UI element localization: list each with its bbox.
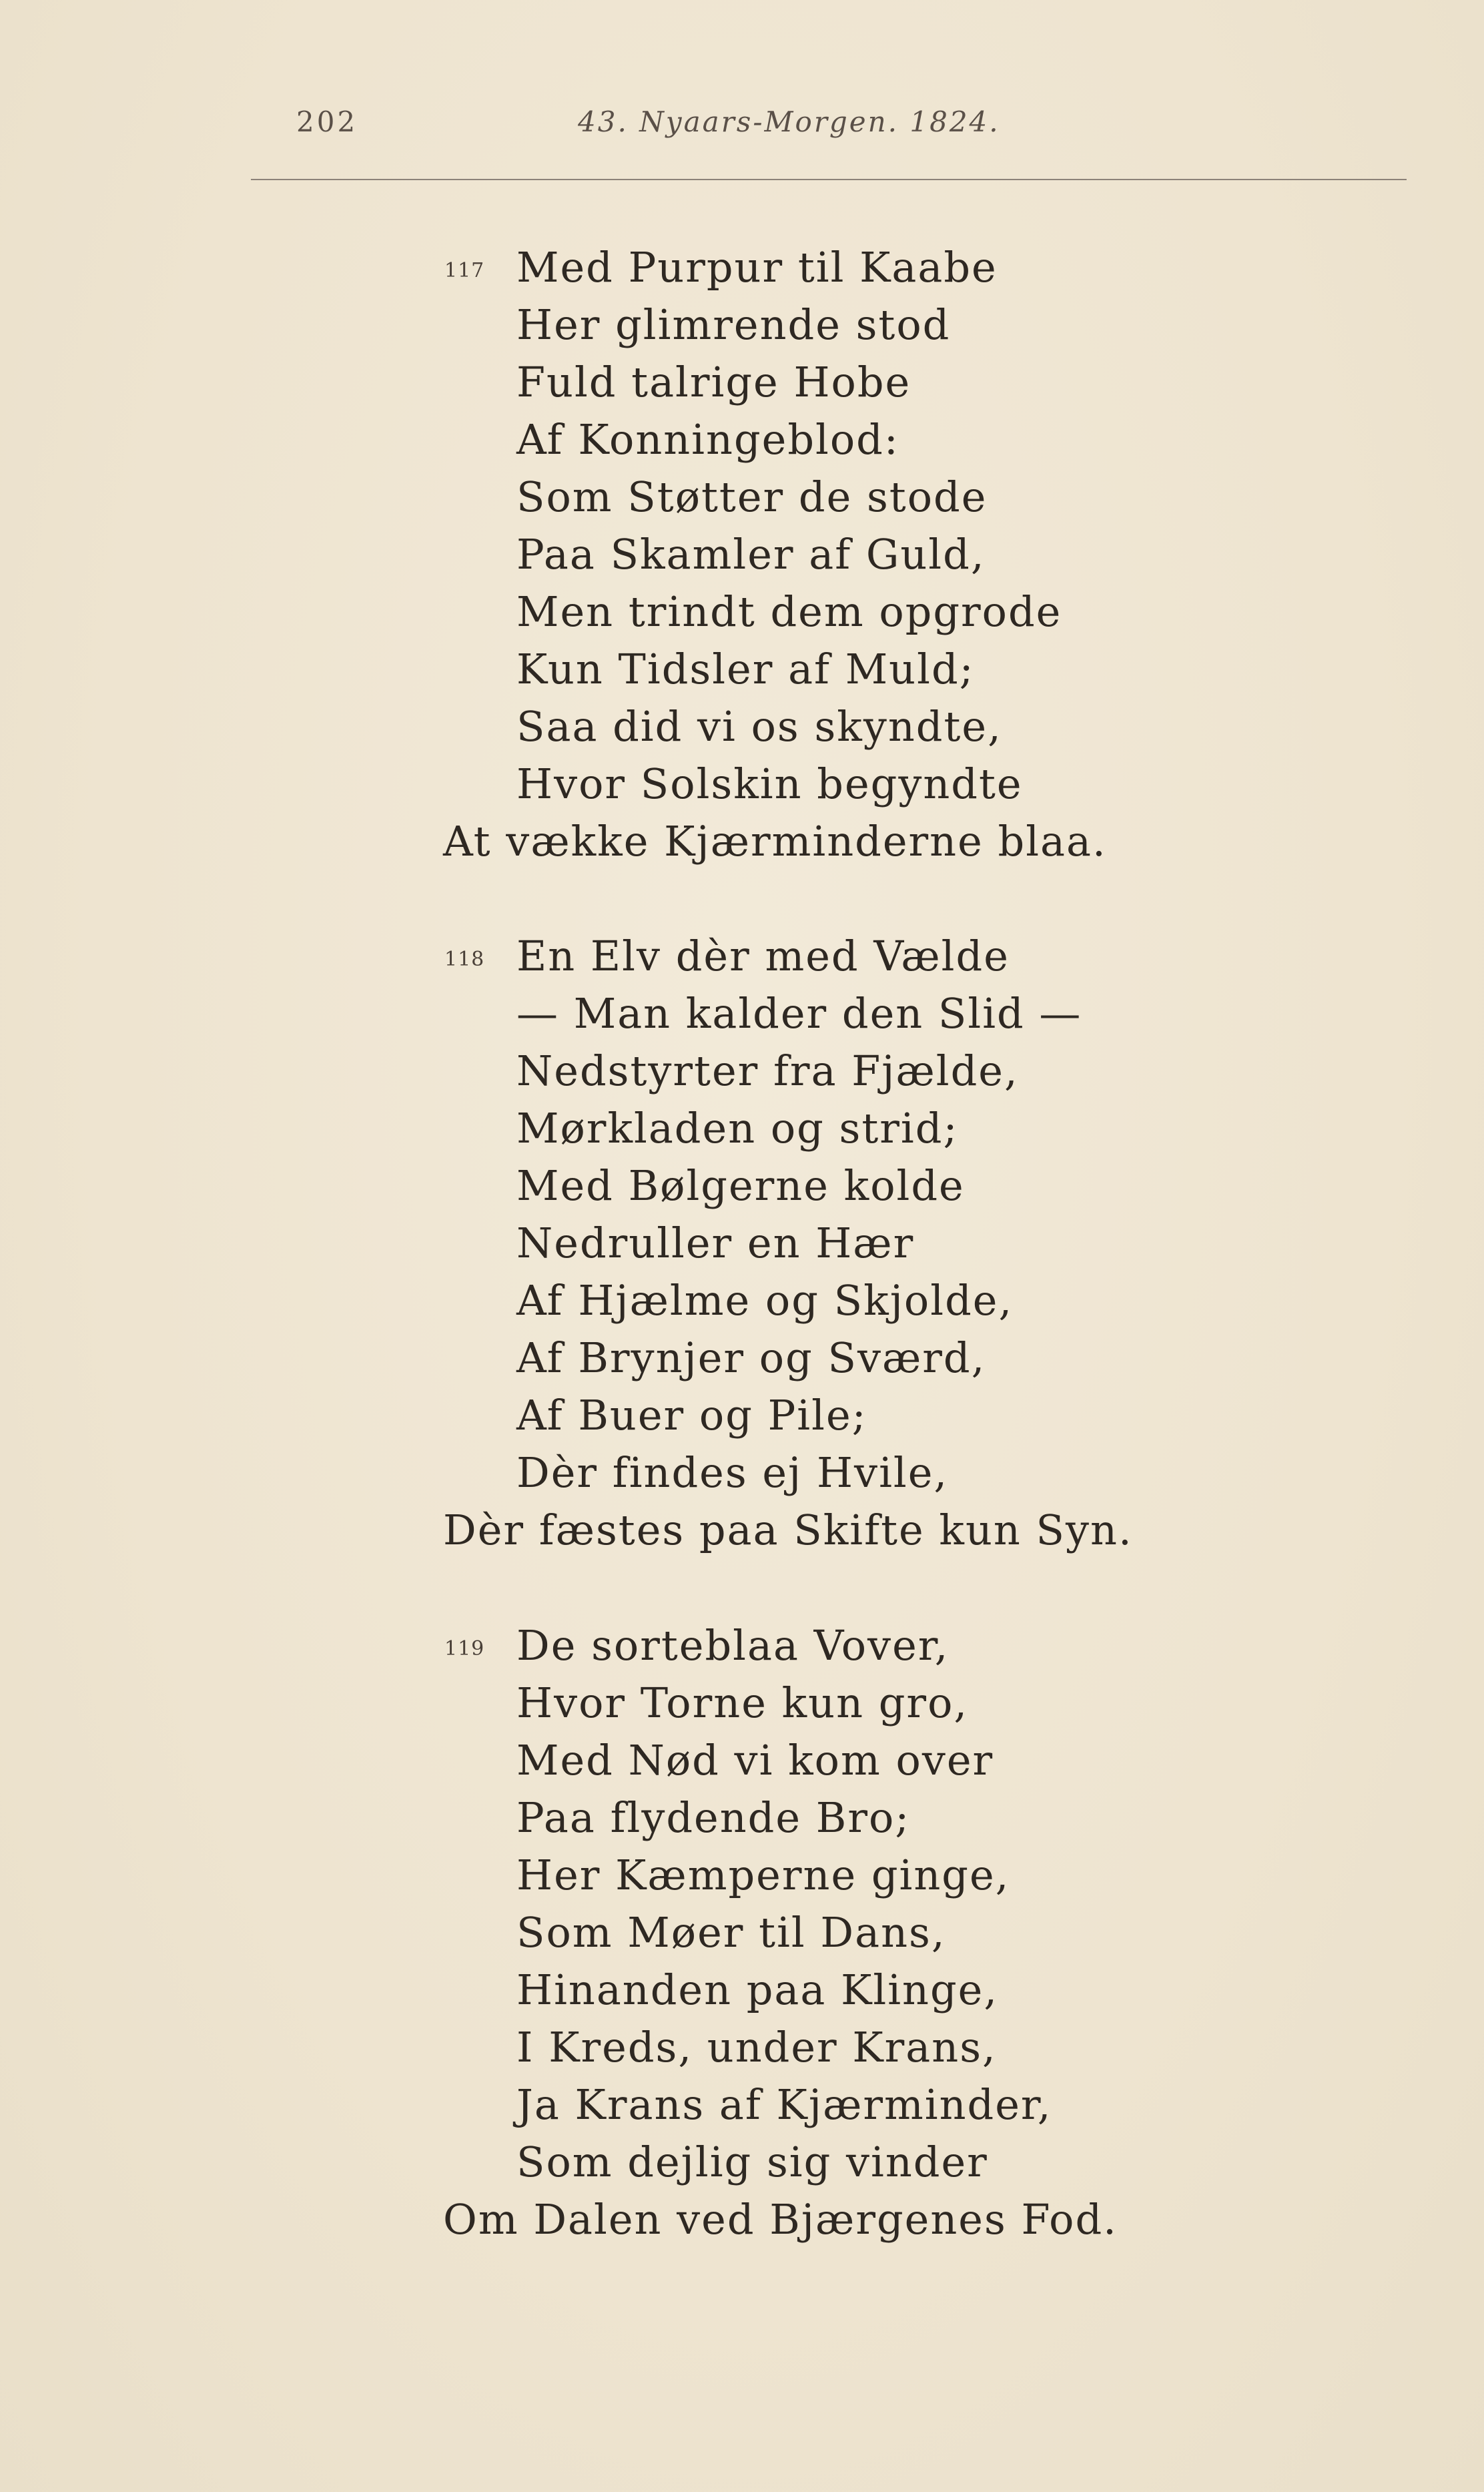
verse-line-refrain: At vække Kjærminderne blaa. [443, 817, 1107, 866]
verse-line: I Kreds, under Krans, [516, 2023, 997, 2072]
verse-line: Nedstyrter fra Fjælde, [516, 1046, 1019, 1095]
verse-line: Nedruller en Hær [516, 1219, 915, 1267]
verse-line: Hvor Solskin begyndte [516, 759, 1023, 808]
verse-line: Af Hjælme og Skjolde, [516, 1276, 1014, 1325]
verse-line: Af Brynjer og Sværd, [516, 1333, 986, 1382]
verse-line: En Elv dèr med Vælde [516, 932, 1010, 980]
verse-line: De sorteblaa Vover, [516, 1621, 950, 1670]
page-header [0, 105, 1484, 145]
verse-line: — Man kalder den Slid — [516, 989, 1082, 1038]
verse-line: Her Kæmperne ginge, [516, 1851, 1010, 1899]
verse-line: Med Bølgerne kolde [516, 1161, 965, 1210]
verse-line: Med Purpur til Kaabe [516, 243, 998, 292]
verse-line: Som dejlig sig vinder [516, 2138, 988, 2186]
verse-line: Men trindt dem opgrode [516, 587, 1062, 636]
verse-line: Paa flydende Bro; [516, 1793, 911, 1842]
header-rule [251, 179, 1407, 180]
verse-line: Hvor Torne kun gro, [516, 1678, 969, 1727]
stanza-number: 117 [444, 259, 485, 282]
verse-line: Dèr findes ej Hvile, [516, 1448, 949, 1497]
verse-line: Kun Tidsler af Muld; [516, 645, 975, 693]
verse-line: Af Konningeblod: [516, 415, 899, 464]
verse-line: Paa Skamler af Guld, [516, 530, 986, 579]
stanza-number: 119 [444, 1637, 485, 1660]
page-number: 202 [296, 105, 358, 138]
verse-line: Saa did vi os skyndte, [516, 702, 1002, 751]
verse-line-refrain: Dèr fæstes paa Skifte kun Syn. [443, 1506, 1133, 1554]
stanza-number: 118 [444, 948, 485, 971]
verse-line: Med Nød vi kom over [516, 1736, 994, 1785]
verse-line-refrain: Om Dalen ved Bjærgenes Fod. [443, 2195, 1118, 2244]
verse-line: Hinanden paa Klinge, [516, 1965, 999, 2014]
verse-line: Som Møer til Dans, [516, 1908, 946, 1957]
verse-line: Ja Krans af Kjærminder, [516, 2080, 1052, 2129]
verse-line: Som Støtter de stode [516, 473, 988, 521]
verse-line: Fuld talrige Hobe [516, 358, 911, 406]
verse-line: Af Buer og Pile; [516, 1391, 867, 1440]
verse-line: Mørkladen og strid; [516, 1104, 959, 1153]
verse-line: Her glimrende stod [516, 300, 951, 349]
running-head: 43. Nyaars-Morgen. 1824. [578, 105, 1000, 138]
